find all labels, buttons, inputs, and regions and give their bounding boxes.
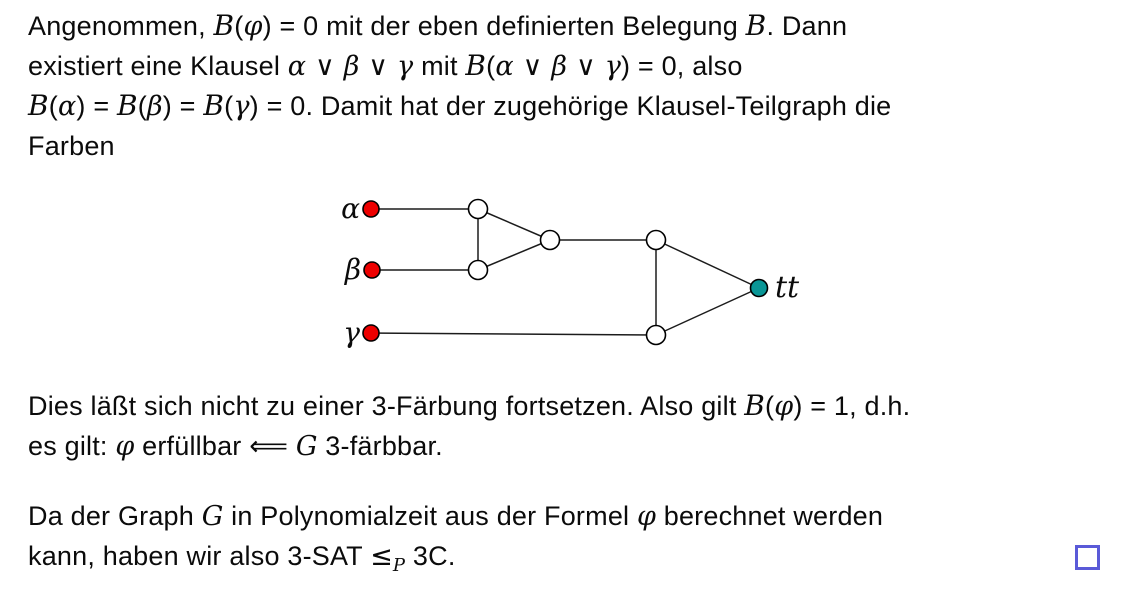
text-segment: ) = 1, d.h. — [793, 391, 911, 421]
text-segment: ( — [486, 51, 496, 81]
text-segment: ( — [224, 91, 234, 121]
text-segment: ≤ — [370, 541, 393, 572]
graph-label-tt: tt — [775, 270, 800, 305]
text-segment: γ — [604, 51, 622, 82]
text-segment: . Dann — [766, 11, 848, 41]
text-segment: ( — [234, 11, 244, 41]
graph-node-tt — [751, 280, 768, 297]
graph-node-w2 — [469, 261, 488, 280]
text-segment: ) = — [162, 91, 204, 121]
text-segment: γ — [233, 91, 250, 122]
text-line — [28, 496, 883, 536]
text-segment: Dies läßt sich nicht zu einer 3-Färbung fortsetzen. Also gilt — [28, 391, 745, 421]
graph-node-w3 — [541, 231, 560, 250]
text-segment: B — [745, 9, 767, 42]
text-segment: β — [343, 51, 360, 82]
text-segment: berechnet werden — [656, 501, 884, 531]
text-line — [28, 386, 910, 426]
text-segment: ∨ — [513, 51, 552, 82]
text-segment: α — [495, 51, 514, 82]
text-segment: ) = 0 mit der eben definierten Belegung — [262, 11, 746, 41]
graph-node-w1 — [469, 200, 488, 219]
graph-edge-w1-w3 — [478, 209, 550, 240]
graph-node-w5 — [647, 326, 666, 345]
graph-label-γ: γ — [343, 316, 360, 349]
graph-node-alpha — [363, 201, 379, 217]
text-segment: B — [213, 9, 235, 42]
text-line — [28, 126, 891, 166]
text-segment: ∨ — [567, 51, 605, 82]
clause-subgraph-diagram — [330, 185, 830, 360]
text-segment: B — [28, 89, 49, 122]
text-segment: 3C. — [405, 541, 456, 571]
text-line — [28, 6, 891, 46]
paragraph-assumption — [28, 6, 891, 166]
text-segment: B — [116, 89, 138, 122]
text-segment: ) = — [76, 91, 117, 121]
text-segment: existiert eine Klausel — [28, 51, 288, 81]
text-line — [28, 46, 891, 86]
graph-edge-w2-w3 — [478, 240, 550, 270]
text-segment: β — [146, 91, 163, 122]
text-segment: ( — [765, 391, 775, 421]
text-line — [28, 426, 910, 466]
text-line — [28, 536, 883, 576]
graph-edge-w4-tt — [656, 240, 759, 288]
text-segment: α — [57, 91, 77, 122]
text-segment: G — [295, 431, 318, 462]
text-segment: B — [744, 389, 766, 422]
text-segment: mit — [413, 51, 466, 81]
text-segment: B — [465, 49, 487, 82]
graph-node-w4 — [647, 231, 666, 250]
text-segment: erfüllbar — [134, 431, 250, 461]
text-segment: Farben — [28, 131, 115, 161]
text-line — [28, 86, 891, 126]
text-segment: ( — [137, 91, 147, 121]
graph-label-β: β — [344, 253, 361, 286]
text-segment: ) = 0. Damit hat der zugehörige Klausel-Teilgraph die — [249, 91, 892, 121]
qed-box-icon — [1075, 545, 1100, 570]
text-segment: G — [201, 501, 224, 532]
text-segment: α — [287, 51, 307, 82]
paragraph-conclusion-coloring — [28, 386, 910, 466]
graph-node-gamma — [363, 325, 379, 341]
text-segment: ) = 0, also — [621, 51, 743, 81]
text-segment: ⟸ — [249, 431, 289, 462]
text-segment: in Polynomialzeit aus der Formel — [223, 501, 637, 531]
text-segment: ( — [48, 91, 58, 121]
text-segment: P — [392, 555, 406, 576]
text-segment: ∨ — [306, 51, 344, 82]
graph-edge-w5-tt — [656, 288, 759, 335]
graph-edge-gamma-w5 — [371, 333, 656, 335]
text-segment: γ — [397, 51, 414, 82]
text-segment: Da der Graph — [28, 501, 202, 531]
text-segment: Angenommen, — [28, 11, 214, 41]
text-segment: φ — [243, 11, 263, 42]
text-segment: es gilt: — [28, 431, 116, 461]
text-segment — [288, 431, 296, 461]
graph-node-beta — [364, 262, 380, 278]
paragraph-polynomial-reduction — [28, 496, 883, 576]
text-segment: ∨ — [359, 51, 398, 82]
text-segment: kann, haben wir also 3-SAT — [28, 541, 371, 571]
graph-label-α: α — [341, 192, 360, 225]
text-segment: B — [203, 89, 225, 122]
text-segment: β — [551, 51, 568, 82]
text-segment: φ — [115, 431, 135, 462]
text-segment: φ — [636, 501, 657, 532]
text-segment: 3-färbbar. — [317, 431, 443, 461]
text-segment: φ — [774, 391, 794, 422]
